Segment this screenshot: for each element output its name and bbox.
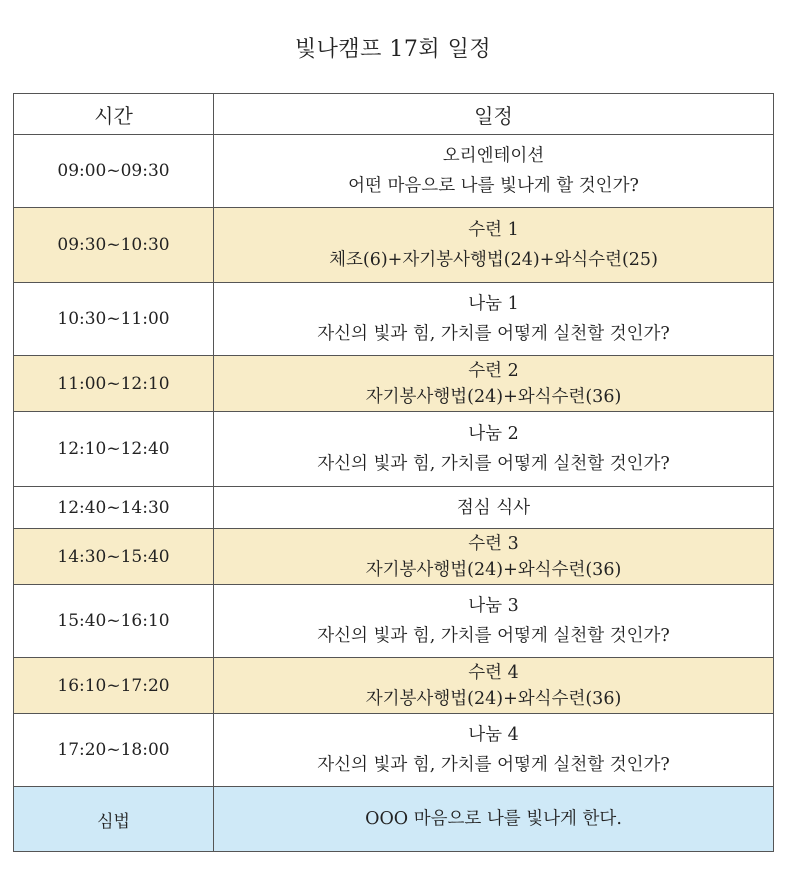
time-cell: 09:00~09:30	[14, 135, 214, 208]
table-row	[14, 135, 774, 208]
plan-cell	[214, 356, 774, 412]
plan-detail: 자신의 빛과 힘, 가치를 어떻게 실천할 것인가?	[317, 755, 670, 775]
plan-cell	[214, 714, 774, 787]
time-cell: 09:30~10:30	[14, 208, 214, 283]
time-cell: 12:10~12:40	[14, 412, 214, 487]
plan-detail: 자신의 빛과 힘, 가치를 어떻게 실천할 것인가?	[317, 626, 670, 646]
plan-detail: 자기봉사행법(24)+와식수련(36)	[365, 559, 622, 580]
plan-detail: 체조(6)+자기봉사행법(24)+와식수련(25)	[329, 250, 658, 270]
table-row	[14, 585, 774, 658]
time-cell: 심법	[14, 787, 214, 852]
plan-title: 수련 3	[468, 533, 519, 554]
plan-title: 점심 식사	[456, 497, 531, 518]
plan-title: 나눔 2	[468, 424, 519, 444]
plan-cell	[214, 787, 774, 852]
table-row	[14, 208, 774, 283]
table-row	[14, 283, 774, 356]
plan-title: OOO 마음으로 나를 빛나게 한다.	[365, 809, 622, 829]
table-row	[14, 714, 774, 787]
plan-title: 나눔 3	[468, 596, 519, 616]
time-cell: 11:00~12:10	[14, 356, 214, 412]
plan-cell	[214, 412, 774, 487]
table-row	[14, 787, 774, 852]
plan-detail: 자기봉사행법(24)+와식수련(36)	[365, 688, 622, 709]
plan-detail: 자신의 빛과 힘, 가치를 어떻게 실천할 것인가?	[317, 454, 670, 474]
time-cell: 15:40~16:10	[14, 585, 214, 658]
plan-cell	[214, 487, 774, 529]
plan-title: 수련 2	[468, 360, 519, 381]
plan-detail: 어떤 마음으로 나를 빛나게 할 것인가?	[348, 176, 639, 196]
schedule-table	[13, 93, 774, 852]
table-header-row	[14, 94, 774, 135]
time-cell: 14:30~15:40	[14, 529, 214, 585]
plan-title: 나눔 4	[468, 725, 519, 745]
plan-title: 오리엔테이션	[442, 146, 545, 166]
plan-cell	[214, 585, 774, 658]
plan-cell	[214, 658, 774, 714]
time-cell: 16:10~17:20	[14, 658, 214, 714]
table-row	[14, 356, 774, 412]
table-row	[14, 412, 774, 487]
time-cell: 12:40~14:30	[14, 487, 214, 529]
header-time: 시간	[14, 94, 214, 135]
plan-cell	[214, 283, 774, 356]
plan-title: 수련 1	[468, 220, 519, 240]
table-row	[14, 529, 774, 585]
plan-cell	[214, 529, 774, 585]
plan-title: 수련 4	[468, 662, 519, 683]
time-cell: 17:20~18:00	[14, 714, 214, 787]
time-cell: 10:30~11:00	[14, 283, 214, 356]
table-row	[14, 658, 774, 714]
table-row	[14, 487, 774, 529]
plan-detail: 자기봉사행법(24)+와식수련(36)	[365, 386, 622, 407]
plan-cell	[214, 208, 774, 283]
plan-cell	[214, 135, 774, 208]
plan-title: 나눔 1	[468, 294, 519, 314]
header-plan: 일정	[214, 94, 774, 135]
plan-detail: 자신의 빛과 힘, 가치를 어떻게 실천할 것인가?	[317, 324, 670, 344]
page-title: 빛나캠프 17회 일정	[294, 37, 492, 62]
